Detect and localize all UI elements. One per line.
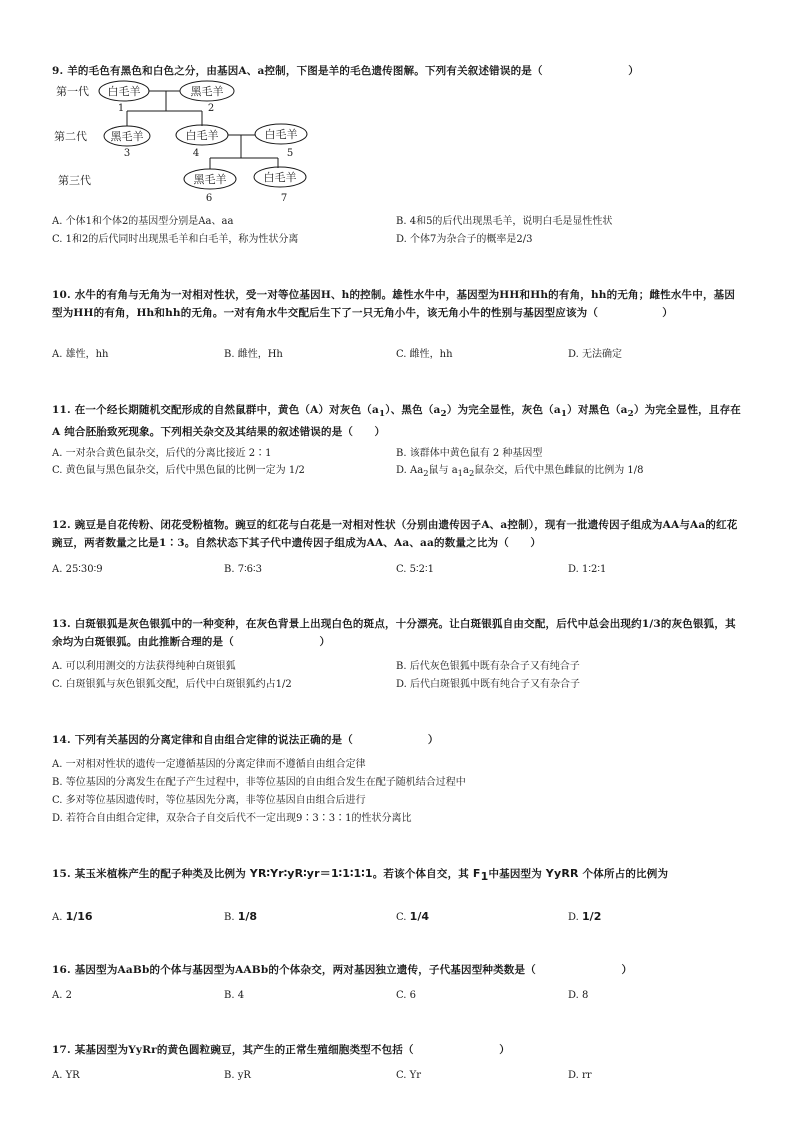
q15-stem: 15. 某玉米植株产生的配子种类及比例为 YR∶Yr∶yR∶yr＝1∶1∶1∶1。若该个体自交，其 $F_1$中基因型为 YyRR 个体所占的比例为 xyxy=(52,867,669,884)
q10-option-d: D. 无法确定 xyxy=(568,349,623,360)
num-3: 3 xyxy=(123,148,131,159)
genotype-formula: YyRR xyxy=(545,867,579,880)
q11-stem: 11. 在一个经长期随机交配形成的自然鼠群中，黄色（A）对灰色$(a_1)$、黑色$(a_2)$为完全显性，灰色$(a_1)$对黑色$(a_2)$为完全显性，且存在 A 纯合胚胎致死现象。下列相关杂交及其结果的叙述错误的是（ ） xyxy=(52,404,741,439)
q15-option-a: A. 1/16 xyxy=(52,910,93,923)
q9-stem: 9. 羊的毛色有黑色和白色之分，由基因A、a控制，下图是羊的毛色遗传图解。下列有关叙述错误的是（ ） xyxy=(52,65,639,77)
ind4-label: 白毛羊 xyxy=(185,129,219,142)
q14-option-c: C. 多对等位基因遗传时，等位基因先分离，非等位基因自由组合后进行 xyxy=(52,795,366,806)
q15-option-d: D. 1/2 xyxy=(568,910,602,923)
q13-stem: 13. 白斑银狐是灰色银狐中的一种变种，在灰色背景上出现白色的斑点，十分漂亮。让白斑银狐自由交配，后代中总会出现约1/3的灰色银狐，其余均为白斑银狐。由此推断合理的是（ ） xyxy=(52,618,736,648)
q9-option-a: A. 个体1和个体2的基因型分别是Aa、aa xyxy=(52,216,234,227)
ind5-label: 白毛羊 xyxy=(264,128,298,141)
q16-stem: 16. 基因型为AaBb的个体与基因型为AABb的个体杂交，两对基因独立遗传，子代基因型种类数是（ ） xyxy=(52,964,633,976)
num-7: 7 xyxy=(280,193,288,204)
q15-option-b: B. 1/8 xyxy=(224,910,258,923)
q14-stem: 14. 下列有关基因的分离定律和自由组合定律的说法正确的是（ ） xyxy=(52,734,439,746)
q13-option-d: D. 后代白斑银狐中既有纯合子又有杂合子 xyxy=(396,679,581,690)
q17-option-d: D. rr xyxy=(568,1070,592,1081)
q13-option-a: A. 可以利用测交的方法获得纯种白斑银狐 xyxy=(52,661,236,672)
q14-option-d: D. 若符合自由组合定律，双杂合子自交后代不一定出现9∶3∶3∶1的性状分离比 xyxy=(52,813,412,824)
num-4: 4 xyxy=(192,148,200,159)
num-5: 5 xyxy=(286,148,294,159)
q16-option-d: D. 8 xyxy=(568,990,589,1001)
q10-option-b: B. 雌性，Hh xyxy=(224,349,283,360)
q14-option-a: A. 一对相对性状的遗传一定遵循基因的分离定律而不遵循自由组合定律 xyxy=(52,759,366,770)
q12-option-a: A. 25∶30∶9 xyxy=(52,564,103,575)
q17-option-c: C. Yr xyxy=(396,1070,422,1081)
q16-option-b: B. 4 xyxy=(224,990,245,1001)
q12-option-c: C. 5∶2∶1 xyxy=(396,564,434,575)
q15-option-c: C. 1/4 xyxy=(396,910,429,923)
ind2-label: 黑毛羊 xyxy=(190,85,224,98)
num-6: 6 xyxy=(205,193,213,204)
pedigree-diagram xyxy=(50,78,370,208)
ind6-label: 黑毛羊 xyxy=(193,173,227,186)
q17-stem: 17. 某基因型为YyRr的黄色圆粒豌豆，其产生的正常生殖细胞类型不包括（ ） xyxy=(52,1044,510,1056)
ind1-label: 白毛羊 xyxy=(107,85,141,98)
q12-stem: 12. 豌豆是自花传粉、闭花受粉植物。豌豆的红花与白花是一对相对性状（分别由遗传因子A、a控制），现有一批遗传因子组成为AA与Aa的红花豌豆，两者数量之比是1∶3。自然状态下其子代中遗传因子组成为AA、Aa、aa的数量之比为（ ） xyxy=(52,519,738,549)
gen1-label: 第一代 xyxy=(56,85,89,98)
q11-option-d: D. $Aa_2$鼠与 $a_1a_2$鼠杂交，后代中黑色雌鼠的比例为 1/8 xyxy=(396,465,644,478)
gen3-label: 第三代 xyxy=(58,174,91,187)
q14-option-b: B. 等位基因的分离发生在配子产生过程中，非等位基因的自由组合发生在配子随机结合过程中 xyxy=(52,777,466,788)
q13-option-b: B. 后代灰色银狐中既有杂合子又有纯合子 xyxy=(396,661,580,672)
gen2-label: 第二代 xyxy=(54,130,87,143)
q10-option-c: C. 雌性，hh xyxy=(396,349,453,360)
q13-option-c: C. 白斑银狐与灰色银狐交配，后代中白斑银狐约占1/2 xyxy=(52,679,292,690)
num-1: 1 xyxy=(117,103,125,114)
q9-option-c: C. 1和2的后代同时出现黑毛羊和白毛羊，称为性状分离 xyxy=(52,234,299,245)
q12-option-d: D. 1∶2∶1 xyxy=(568,564,607,575)
q17-option-a: A. YR xyxy=(52,1070,80,1081)
ind7-label: 白毛羊 xyxy=(263,171,297,184)
q9-option-d: D. 个体7为杂合子的概率是2/3 xyxy=(396,234,533,245)
q10-stem: 10. 水牛的有角与无角为一对相对性状，受一对等位基因H、h的控制。雄性水牛中，基因型为HH和Hh的有角，hh的无角；雌性水牛中，基因型为HH的有角，Hh和hh的无角。一对有角水牛交配后生下了一只无角小牛，该无角小牛的性别与基因型应该为（ ） xyxy=(52,289,736,319)
q9-option-b: B. 4和5的后代出现黑毛羊，说明白毛是显性性状 xyxy=(396,216,613,227)
q10-option-a: A. 雄性，hh xyxy=(52,349,109,360)
q11-option-b: B. 该群体中黄色鼠有 2 种基因型 xyxy=(396,448,543,459)
gamete-ratio-formula: YR∶Yr∶yR∶yr＝1∶1∶1∶1 xyxy=(249,867,373,880)
q17-option-b: B. yR xyxy=(224,1070,251,1081)
q16-option-c: C. 6 xyxy=(396,990,417,1001)
ind3-label: 黑毛羊 xyxy=(110,130,144,143)
num-2: 2 xyxy=(207,103,215,114)
q16-option-a: A. 2 xyxy=(52,990,72,1001)
q12-option-b: B. 7∶6∶3 xyxy=(224,564,262,575)
q11-option-c: C. 黄色鼠与黑色鼠杂交，后代中黑色鼠的比例一定为 1/2 xyxy=(52,465,305,476)
q11-option-a: A. 一对杂合黄色鼠杂交，后代的分离比接近 2∶1 xyxy=(52,448,272,459)
